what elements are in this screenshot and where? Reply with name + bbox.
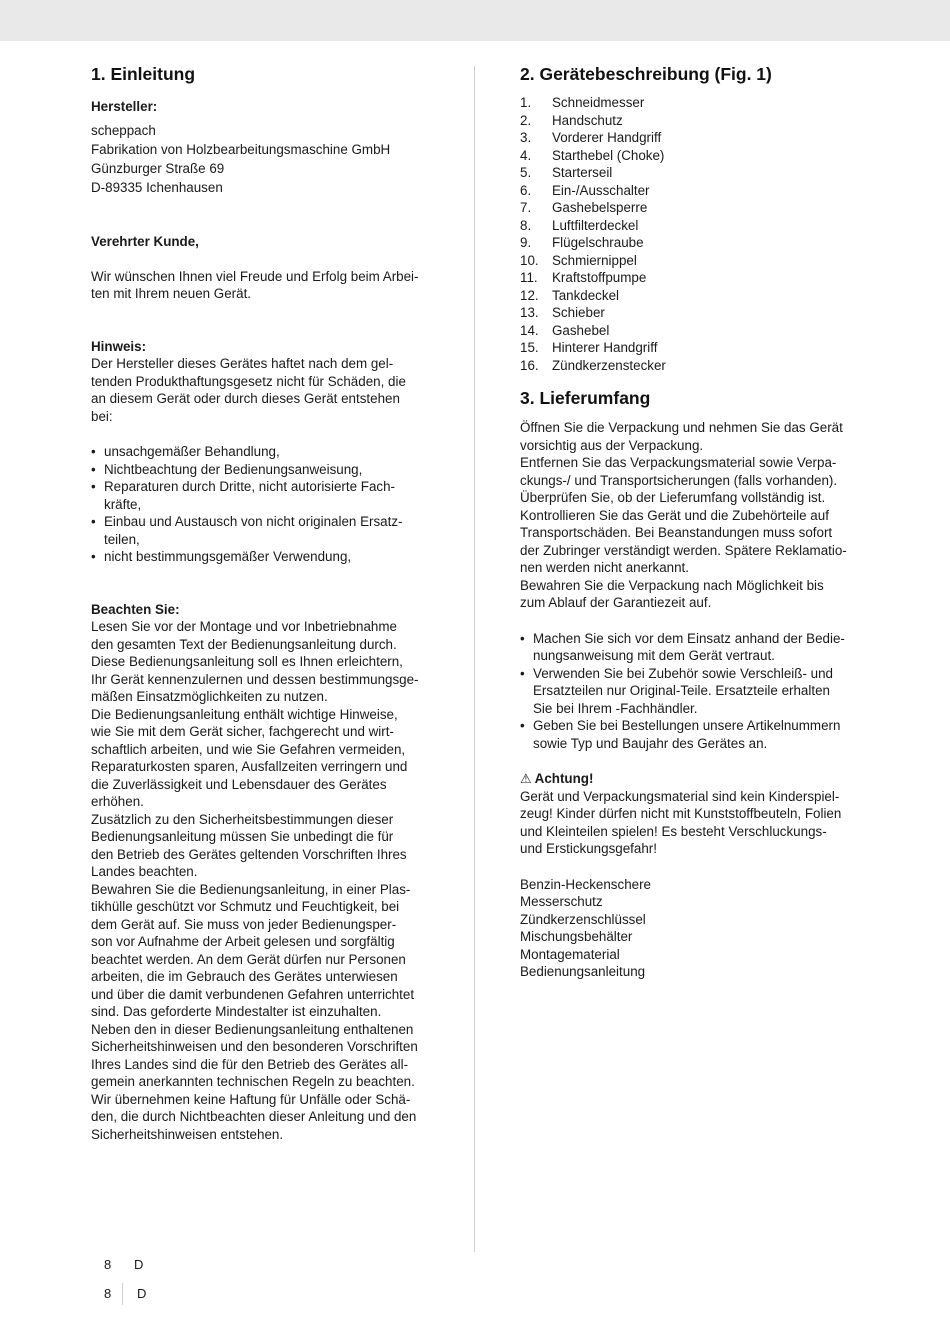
lieferumfang-line: Öffnen Sie die Verpackung und nehmen Sie das Gerät [520, 420, 843, 435]
part-number: 1. [520, 95, 532, 110]
achtung-heading [520, 770, 865, 788]
part-number: 8. [520, 217, 532, 233]
part-label: Starthebel (Choke) [552, 147, 665, 163]
part-number: 16. [520, 357, 539, 373]
beachten-line: den, die durch Nichtbeachten dieser Anleitung und den [91, 1109, 417, 1124]
wish-line: ten mit Ihrem neuen Gerät. [91, 286, 252, 301]
list-item [520, 339, 865, 357]
lieferumfang-line: ckungs-/ und Transportsicherungen (falls vorhanden). [520, 472, 838, 488]
list-item [520, 217, 865, 235]
list-item [520, 304, 865, 322]
delivery-items [520, 876, 865, 981]
part-number: 9. [520, 235, 532, 250]
lieferumfang-line: Bewahren Sie die Verpackung nach Möglichkeit bis [520, 577, 824, 593]
beachten-line: gemein anerkannten technischen Regeln zu beachten. [91, 1074, 415, 1089]
part-number: 12. [520, 287, 539, 303]
part-label: Zündkerzenstecker [552, 357, 666, 373]
part-label: Tankdeckel [552, 287, 619, 303]
footer-page-marker-2 [104, 1283, 146, 1305]
top-bar [0, 0, 950, 41]
achtung-line: und Erstickungsgefahr! [520, 841, 657, 856]
list-item: • unsachgemäßer Behandlung, [91, 443, 441, 461]
address-line: scheppach [91, 123, 156, 138]
part-number: 6. [520, 182, 532, 198]
hinweis-line: tenden Produkthaftungsgesetz nicht für Schäden, die [91, 373, 406, 389]
achtung-line: Gerät und Verpackungsmaterial sind kein Kinderspiel- [520, 788, 840, 804]
list-item [520, 252, 865, 270]
column-divider [474, 66, 475, 1252]
part-label: Kraftstoffpumpe [552, 270, 647, 285]
address-line: Fabrikation von Holzbearbeitungsmaschine GmbH [91, 142, 391, 157]
beachten-line: Landes beachten. [91, 864, 198, 879]
achtung-line: zeug! Kinder dürfen nicht mit Kunststoffbeuteln, Folien [520, 806, 842, 821]
achtung-line: und Kleinteilen spielen! Es besteht Verschluckungs- [520, 823, 827, 839]
page-number: 8 [104, 1257, 112, 1272]
part-number: 7. [520, 200, 532, 215]
beachten-line: beachtet werden. An dem Gerät dürfen nur Personen [91, 951, 406, 967]
part-number: 13. [520, 305, 539, 320]
list-item [520, 182, 865, 200]
beachten-line: Wir übernehmen keine Haftung für Unfälle oder Schä- [91, 1091, 411, 1107]
list-item: • Reparaturen durch Dritte, nicht autorisierte Fach- kräfte, [91, 478, 441, 513]
list-item: • Einbau und Austausch von nicht originalen Ersatz- teilen, [91, 513, 441, 548]
delivery-item: Mischungsbehälter [520, 929, 633, 944]
beachten-line: arbeiten, die im Gebrauch des Gerätes unterwiesen [91, 969, 398, 984]
beachten-paragraph [91, 618, 441, 1143]
list-item: • Verwenden Sie bei Zubehör sowie Verschleiß- und Ersatzteilen nur Original-Teile. Ersatzteile erhalten Sie bei Ihrem -Fachhändler. [520, 665, 865, 718]
lieferumfang-line: Überprüfen Sie, ob der Lieferumfang vollständig ist. [520, 490, 826, 505]
section-title-geraetebeschreibung: 2. Gerätebeschreibung (Fig. 1) [520, 64, 772, 84]
beachten-line: Reparaturkosten sparen, Ausfallzeiten verringern und [91, 759, 408, 774]
part-label: Starterseil [552, 165, 613, 180]
part-label: Luftfilterdeckel [552, 217, 639, 233]
footer-page-marker-1 [104, 1257, 143, 1272]
hinweis-paragraph [91, 355, 441, 425]
beachten-line: Neben den in dieser Bedienungsanleitung enthaltenen [91, 1021, 414, 1037]
lieferumfang-list [520, 630, 865, 753]
part-label: Schneidmesser [552, 95, 645, 110]
part-label: Hinterer Handgriff [552, 340, 658, 355]
beachten-line: Bewahren Sie die Bedienungsanleitung, in einer Plas- [91, 881, 411, 897]
beachten-line: tikhülle geschützt vor Schmutz und Feuchtigkeit, bei [91, 899, 400, 914]
hinweis-label: Hinweis: [91, 338, 147, 354]
part-label: Ein-/Ausschalter [552, 182, 650, 198]
beachten-line: den Betrieb des Gerätes geltenden Vorschriften Ihres [91, 846, 407, 862]
address-line: Günzburger Straße 69 [91, 161, 225, 176]
part-number: 5. [520, 165, 532, 180]
part-label: Schieber [552, 305, 605, 320]
section-title-lieferumfang: 3. Lieferumfang [520, 388, 651, 408]
list-item [520, 112, 865, 130]
part-number: 2. [520, 112, 532, 128]
list-item [520, 199, 865, 217]
part-number: 11. [520, 270, 538, 285]
part-label: Handschutz [552, 112, 623, 128]
address-line: D-89335 Ichenhausen [91, 180, 223, 195]
list-item: • Machen Sie sich vor dem Einsatz anhand der Bedie- nungsanweisung mit dem Gerät vertraut. [520, 630, 865, 665]
beachten-line: son vor Aufnahme der Arbeit gelesen und sorgfältig [91, 934, 395, 949]
list-item: • Geben Sie bei Bestellungen unsere Artikelnummern sowie Typ und Baujahr des Gerätes an. [520, 717, 865, 752]
lieferumfang-line: Kontrollieren Sie das Gerät und die Zubehörteile auf [520, 507, 829, 523]
lieferumfang-line: Transportschäden. Bei Beanstandungen muss sofort [520, 525, 833, 540]
beachten-line: und über die damit verbundenen Gefahren unterrichtet [91, 986, 415, 1002]
achtung-paragraph [520, 788, 865, 858]
achtung-label: Achtung! [534, 771, 594, 786]
section-title-einleitung: 1. Einleitung [91, 64, 196, 84]
delivery-item: Zündkerzenschlüssel [520, 911, 646, 927]
lieferumfang-line: der Zubringer verständigt werden. Spätere Reklamatio- [520, 542, 847, 558]
greeting: Verehrter Kunde, [91, 234, 199, 249]
lieferumfang-line: vorsichtig aus der Verpackung. [520, 437, 704, 453]
part-number: 4. [520, 147, 532, 163]
list-item: • Nichtbeachtung der Bedienungsanweisung, [91, 461, 441, 479]
lieferumfang-line: nen werden nicht anerkannt. [520, 560, 689, 575]
beachten-line: Die Bedienungsanleitung enthält wichtige Hinweise, [91, 706, 398, 722]
manufacturer-address [91, 121, 441, 197]
delivery-item: Bedienungsanleitung [520, 964, 646, 979]
part-label: Schmiernippel [552, 252, 637, 268]
beachten-label: Beachten Sie: [91, 601, 180, 617]
beachten-line: dem Gerät auf. Sie muss von jeder Bedienungsper- [91, 916, 397, 932]
list-item [520, 147, 865, 165]
beachten-line: Zusätzlich zu den Sicherheitsbestimmungen dieser [91, 811, 394, 827]
part-label: Gashebel [552, 322, 610, 338]
lieferumfang-paragraph [520, 419, 865, 612]
beachten-line: Sicherheitshinweisen und den besonderen Vorschriften [91, 1039, 418, 1054]
beachten-line: Ihr Gerät kennenzulernen und dessen bestimmungsge- [91, 671, 419, 687]
beachten-line: die Zuverlässigkeit und Lebensdauer des Gerätes [91, 776, 387, 792]
list-item [520, 287, 865, 305]
parts-list [520, 94, 865, 374]
part-label: Gashebelsperre [552, 200, 648, 215]
delivery-item: Messerschutz [520, 894, 603, 909]
delivery-item: Benzin-Heckenschere [520, 876, 651, 892]
right-column [520, 62, 865, 981]
beachten-line: Sicherheitshinweisen entstehen. [91, 1126, 284, 1142]
language-code: D [137, 1286, 147, 1301]
list-item [520, 164, 865, 182]
language-code: D [134, 1257, 144, 1272]
beachten-line: wie Sie mit dem Gerät sicher, fachgerecht und wirt- [91, 724, 394, 739]
list-item [520, 94, 865, 112]
part-number: 15. [520, 340, 539, 355]
warning-icon: ⚠ [520, 771, 532, 786]
left-column [91, 62, 441, 1143]
list-item [520, 322, 865, 340]
footer-separator [122, 1283, 123, 1305]
part-label: Vorderer Handgriff [552, 130, 662, 145]
part-label: Flügelschraube [552, 235, 644, 250]
delivery-item: Montagematerial [520, 946, 620, 962]
beachten-line: Ihres Landes sind die für den Betrieb des Gerätes all- [91, 1056, 409, 1072]
beachten-line: erhöhen. [91, 794, 144, 809]
list-item: • nicht bestimmungsgemäßer Verwendung, [91, 548, 441, 566]
beachten-line: den gesamten Text der Bedienungsanleitung durch. [91, 636, 397, 652]
part-number: 10. [520, 252, 539, 268]
liability-list [91, 443, 441, 566]
list-item [520, 357, 865, 375]
wish-line: Wir wünschen Ihnen viel Freude und Erfolg beim Arbei- [91, 268, 419, 284]
beachten-line: Bedienungsanleitung müssen Sie unbedingt die für [91, 829, 394, 844]
beachten-line: Lesen Sie vor der Montage und vor Inbetriebnahme [91, 619, 397, 634]
beachten-line: schaftlich arbeiten, und wie Sie Gefahren vermeiden, [91, 741, 406, 757]
hinweis-line: bei: [91, 408, 113, 424]
part-number: 14. [520, 322, 539, 338]
beachten-line: sind. Das geforderte Mindestalter ist einzuhalten. [91, 1004, 382, 1019]
lieferumfang-line: zum Ablauf der Garantiezeit auf. [520, 595, 712, 610]
beachten-line: Diese Bedienungsanleitung soll es Ihnen erleichtern, [91, 654, 403, 669]
list-item [520, 269, 865, 287]
wish-paragraph [91, 268, 441, 303]
list-item [520, 234, 865, 252]
hersteller-label: Hersteller: [91, 99, 158, 114]
lieferumfang-line: Entfernen Sie das Verpackungsmaterial sowie Verpa- [520, 455, 837, 470]
page-number: 8 [104, 1286, 112, 1301]
hinweis-line: an diesem Gerät oder durch dieses Gerät entstehen [91, 391, 400, 406]
beachten-line: mäßen Einsatzmöglichkeiten zu nutzen. [91, 689, 328, 704]
hinweis-line: Der Hersteller dieses Gerätes haftet nach dem gel- [91, 356, 394, 371]
part-number: 3. [520, 130, 532, 145]
list-item [520, 129, 865, 147]
